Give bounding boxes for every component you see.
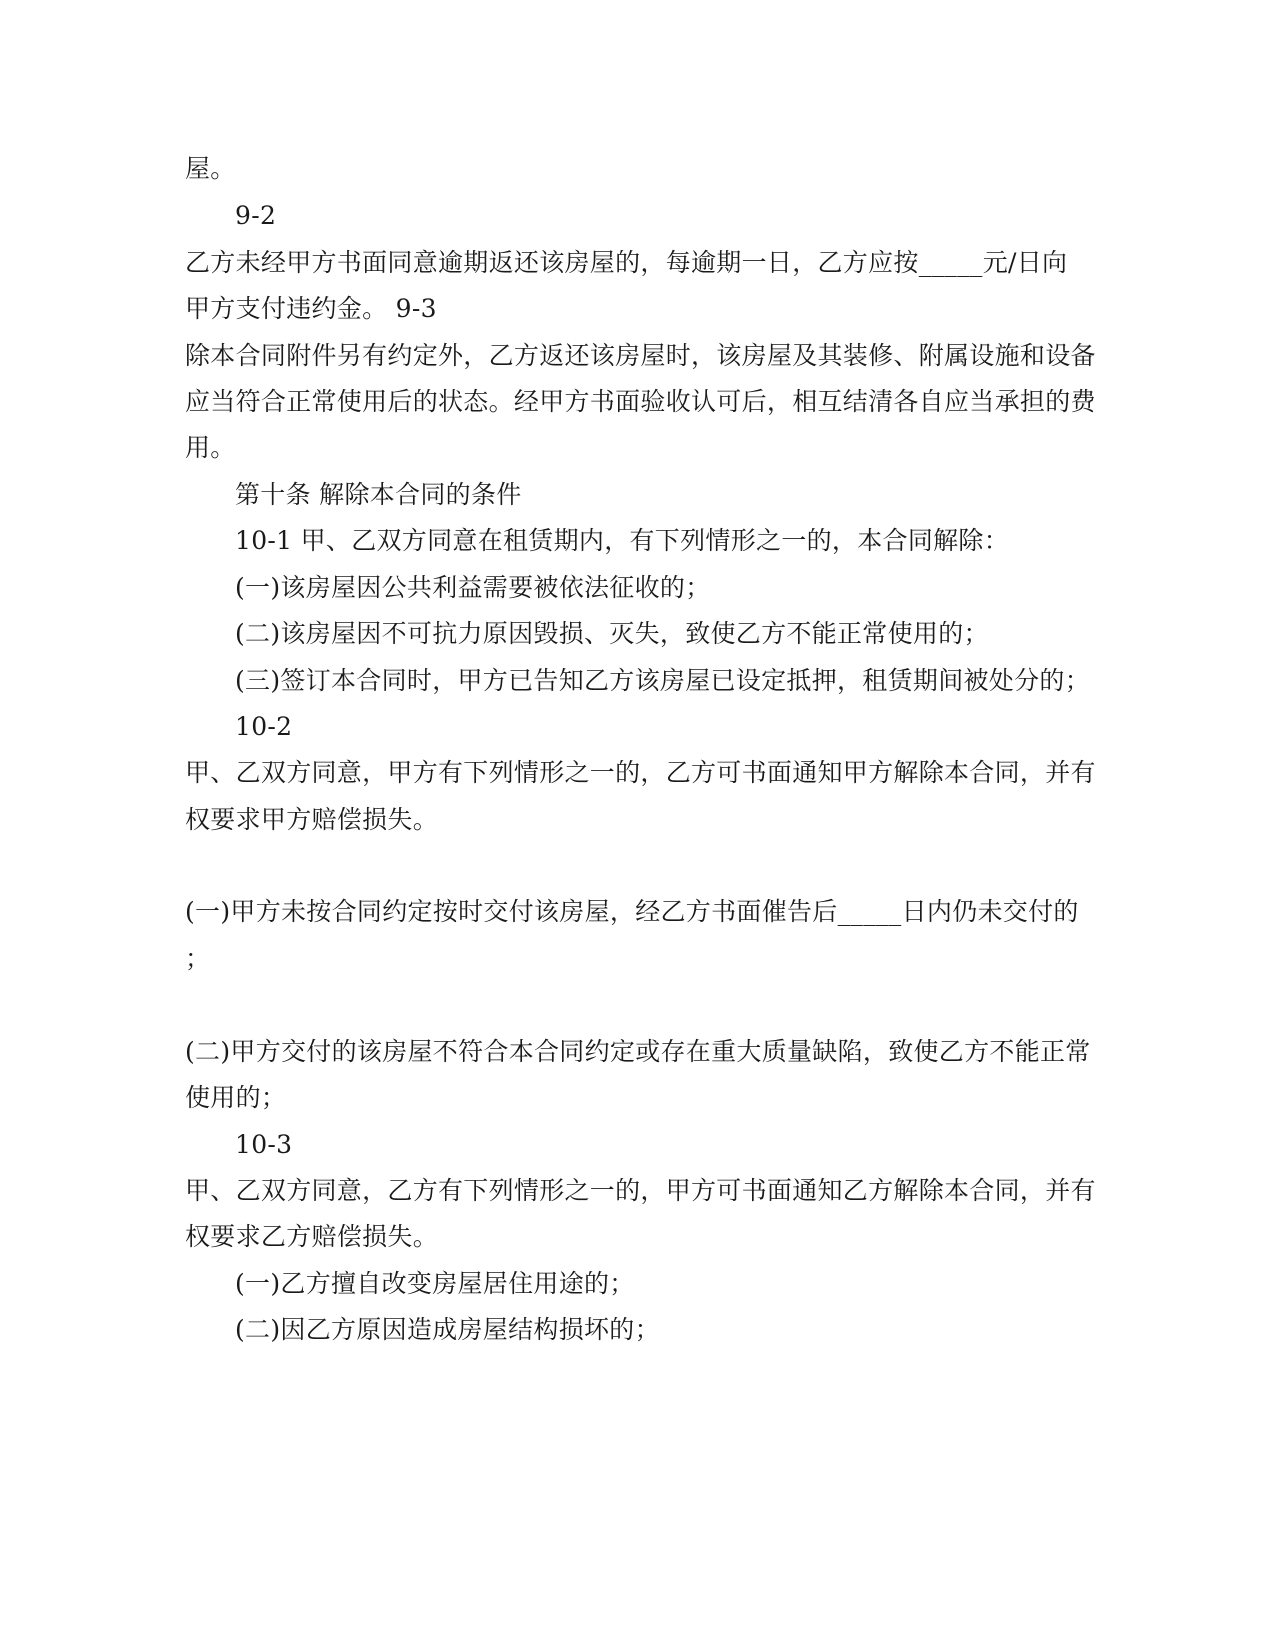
text-line: 应当符合正常使用后的状态。经甲方书面验收认可后，相互结清各自应当承担的费 <box>185 387 1096 416</box>
text-line: 权要求甲方赔偿损失。 <box>185 805 439 834</box>
list-item: (二)因乙方原因造成房屋结构损坏的； <box>235 1315 660 1344</box>
list-item: (三)签订本合同时，甲方已告知乙方该房屋已设定抵押，租赁期间被处分的； <box>235 666 1091 695</box>
text-line: 甲、乙双方同意，甲方有下列情形之一的，乙方可书面通知甲方解除本合同，并有 <box>185 758 1096 787</box>
list-item: (一)乙方擅自改变房屋居住用途的； <box>235 1269 635 1298</box>
clause-number: 10-3 <box>235 1130 293 1159</box>
text-line: 使用的； <box>185 1083 287 1112</box>
text-line: 甲方支付违约金。 9-3 <box>185 294 437 323</box>
article-heading: 第十条 解除本合同的条件 <box>235 480 522 509</box>
text-line: 除本合同附件另有约定外，乙方返还该房屋时，该房屋及其装修、附属设施和设备 <box>185 341 1096 370</box>
list-item: (一)该房屋因公共利益需要被依法征收的； <box>235 573 711 602</box>
text-line: 权要求乙方赔偿损失。 <box>185 1222 439 1251</box>
text-line: 乙方未经甲方书面同意逾期返还该房屋的，每逾期一日，乙方应按_____元/日向 <box>185 248 1068 277</box>
list-item: (一)甲方未按合同约定按时交付该房屋，经乙方书面催告后_____日内仍未交付的 <box>185 897 1079 926</box>
list-item: (二)该房屋因不可抗力原因毁损、灭失，致使乙方不能正常使用的； <box>235 619 989 648</box>
text-line: 用。 <box>185 433 236 462</box>
text-line: ； <box>185 944 211 973</box>
text-line: 甲、乙双方同意，乙方有下列情形之一的，甲方可书面通知乙方解除本合同，并有 <box>185 1176 1096 1205</box>
clause-number: 10-2 <box>235 712 293 741</box>
list-item: (二)甲方交付的该房屋不符合本合同约定或存在重大质量缺陷，致使乙方不能正常 <box>185 1037 1091 1066</box>
text-line: 屋。 <box>185 154 236 183</box>
clause-number: 9-2 <box>235 201 277 230</box>
text-line: 10-1 甲、乙双方同意在租赁期内，有下列情形之一的，本合同解除： <box>235 526 1010 555</box>
